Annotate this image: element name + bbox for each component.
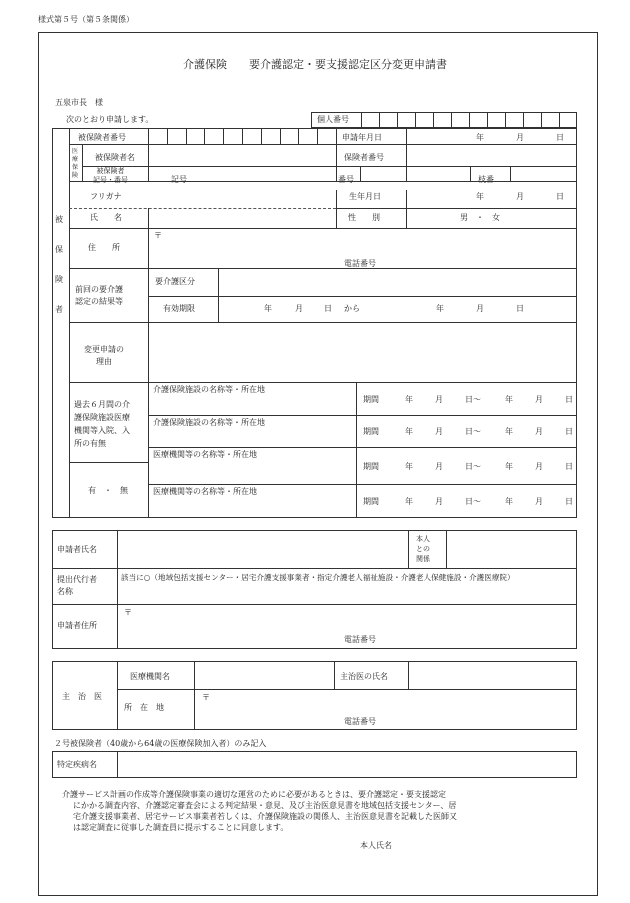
- personal-number-digit-cell[interactable]: [379, 112, 380, 128]
- policyholder-number-label: 保険者番号: [344, 153, 384, 162]
- address-label: 住 所: [88, 243, 120, 252]
- insured-symbol-label: 被保険者 記号・番号: [93, 167, 128, 184]
- agent-label: 提出代行者 名称: [57, 575, 97, 596]
- period-year: 年: [405, 395, 413, 404]
- facility-row-label: 介護保険施設の名称等・所在地: [153, 418, 265, 427]
- insured-number-digit-cell[interactable]: [223, 128, 224, 144]
- sex-label: 性 別: [348, 213, 380, 222]
- personal-number-digit-cell[interactable]: [541, 112, 542, 128]
- insured-number-digit-cell[interactable]: [148, 128, 149, 144]
- period-day-tilde: 日〜: [465, 395, 481, 404]
- period-end-year: 年: [505, 395, 513, 404]
- branch-label: 枝番: [478, 175, 494, 184]
- personal-number-digit-cell[interactable]: [559, 112, 560, 128]
- period-end-year: 年: [505, 427, 513, 436]
- applicant-section: [52, 530, 577, 649]
- phone-label: 電話番号: [344, 259, 376, 268]
- insured-name-label: 被保険者名: [95, 153, 135, 162]
- intro-text: 次のとおり申請します。: [66, 115, 154, 124]
- agent-note[interactable]: 該当に○（地域包括支援センター・居宅介護支援事業者・指定介護老人福祉施設・介護老人保健施設・介護医療院）: [121, 573, 515, 582]
- facility-row-label: 医療機関等の名称等・所在地: [153, 450, 257, 459]
- personal-number-label: 個人番号: [317, 115, 349, 124]
- period-end-day: 日: [565, 427, 573, 436]
- medical-side-label: 医 療 保 険: [72, 148, 79, 179]
- period-day-tilde: 日〜: [465, 427, 481, 436]
- type2-note: ２号被保険者（40歳から64歳の医療保険加入者）のみ記入: [54, 739, 267, 748]
- period-end-year: 年: [505, 497, 513, 506]
- stay-label: 過去６月間の介 護保険施設医療 機関等入院、入 所の有無: [74, 400, 130, 448]
- personal-number-digit-cell[interactable]: [469, 112, 470, 128]
- relation-label: 本人 との 関係: [416, 535, 430, 563]
- period-month: 月: [435, 497, 443, 506]
- period-month: 月: [435, 427, 443, 436]
- period-year: 年: [405, 427, 413, 436]
- period-end-year: 年: [505, 462, 513, 471]
- insured-number-digit-cell[interactable]: [186, 128, 187, 144]
- furigana-label: フリガナ: [90, 192, 122, 201]
- period-label: 期間: [363, 395, 379, 404]
- insured-number-digit-cell[interactable]: [242, 128, 243, 144]
- period-month: 月: [435, 462, 443, 471]
- personal-number-digit-cell[interactable]: [361, 112, 362, 128]
- validity-label: 有効期限: [163, 304, 195, 313]
- insured-number-digit-cell[interactable]: [204, 128, 205, 144]
- doctor-phone-label: 電話番号: [344, 717, 376, 726]
- signature-label: 本人氏名: [360, 841, 392, 850]
- period-label: 期間: [363, 427, 379, 436]
- period-end-month: 月: [535, 427, 543, 436]
- disease-label: 特定疾病名: [57, 760, 97, 769]
- personal-number-digit-cell[interactable]: [397, 112, 398, 128]
- insured-section: [52, 128, 577, 518]
- doctor-name-label: 主治医の氏名: [340, 672, 388, 681]
- personal-number-digit-cell[interactable]: [415, 112, 416, 128]
- personal-number-digit-cell[interactable]: [433, 112, 434, 128]
- insured-number-label: 被保険者番号: [78, 133, 126, 142]
- personal-number-digit-cell[interactable]: [487, 112, 488, 128]
- change-reason-label: 変更申請の 理由: [84, 345, 124, 366]
- period-end-day: 日: [565, 462, 573, 471]
- period-year: 年: [405, 497, 413, 506]
- hospital-name-label: 医療機関名: [130, 672, 170, 681]
- period-label: 期間: [363, 462, 379, 471]
- disease-box: [52, 751, 577, 778]
- doctor-side-label: 主 治 医: [62, 692, 102, 701]
- previous-result-label: 前回の要介護 認定の結果等: [75, 285, 123, 306]
- facility-row-label: 医療機関等の名称等・所在地: [153, 487, 257, 496]
- consent-text: 介護サービス計画の作成等介護保険事業の適切な運営のために必要があるときは、要介護認定・要支援認定 にかかる調査内容、介護認定審査会による判定結果・意見、及び主治医意見書を地域包括支援センター、居 宅介護支援事業者、居宅サービス事業者若しくは、介護保険施設の関係人、主治医意見書を記載した医師又 は認定調査に従事した調査員に提示することに同意します。: [62, 790, 457, 832]
- form-code: 様式第５号（第５条関係）: [38, 15, 134, 24]
- period-end-day: 日: [565, 497, 573, 506]
- form-title: 介護保険 要介護認定・要支援認定区分変更申請書: [183, 58, 447, 71]
- application-date-label: 申請年月日: [342, 133, 382, 142]
- insured-number-digit-cell[interactable]: [317, 128, 318, 144]
- period-end-month: 月: [535, 462, 543, 471]
- period-end-month: 月: [535, 395, 543, 404]
- stay-yes-no[interactable]: 有 ・ 無: [88, 486, 128, 495]
- personal-number-digit-cell[interactable]: [451, 112, 452, 128]
- period-month: 月: [435, 395, 443, 404]
- personal-number-box[interactable]: [311, 112, 577, 128]
- period-day-tilde: 日〜: [465, 462, 481, 471]
- insured-number-digit-cell[interactable]: [280, 128, 281, 144]
- from-label: から: [344, 304, 360, 313]
- location-label: 所 在 地: [124, 703, 164, 712]
- applicant-address-label: 申請者住所: [57, 621, 97, 630]
- symbol-label: 記号: [171, 175, 187, 184]
- period-end-month: 月: [535, 497, 543, 506]
- insured-number-digit-cell[interactable]: [167, 128, 168, 144]
- period-label: 期間: [363, 497, 379, 506]
- applicant-name-label: 申請者氏名: [57, 545, 97, 554]
- care-level-label: 要介護区分: [155, 277, 195, 286]
- insured-number-digit-cell[interactable]: [298, 128, 299, 144]
- insured-number-digit-cell[interactable]: [261, 128, 262, 144]
- insured-side-label: 被 保 険 者: [55, 215, 63, 314]
- birth-date-label: 生年月日: [349, 192, 381, 201]
- name-label: 氏 名: [90, 213, 122, 222]
- period-end-day: 日: [565, 395, 573, 404]
- addressee: 五泉市長 様: [55, 98, 103, 107]
- facility-row-label: 介護保険施設の名称等・所在地: [153, 385, 265, 394]
- period-day-tilde: 日〜: [465, 497, 481, 506]
- personal-number-digit-cell[interactable]: [523, 112, 524, 128]
- sex-options[interactable]: 男 ・ 女: [460, 213, 500, 222]
- number-label: 番号: [338, 175, 354, 184]
- postal-mark: 〒: [154, 231, 162, 240]
- personal-number-digit-cell[interactable]: [505, 112, 506, 128]
- period-year: 年: [405, 462, 413, 471]
- applicant-phone-label: 電話番号: [344, 635, 376, 644]
